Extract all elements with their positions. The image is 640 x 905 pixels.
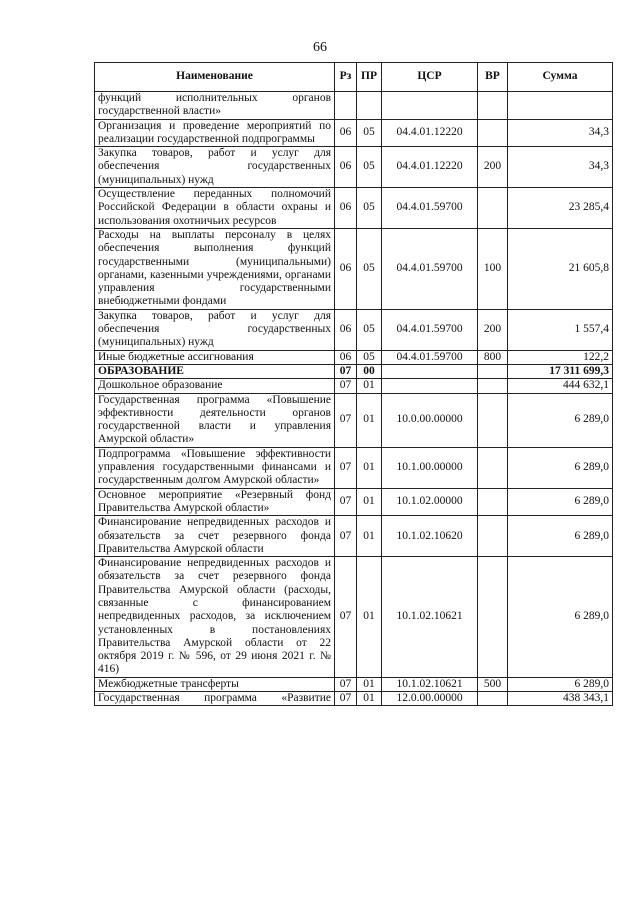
cell-vr: 500: [478, 677, 508, 691]
cell-pr: 05: [357, 147, 382, 188]
cell-rz: 07: [335, 393, 357, 447]
cell-pr: [357, 92, 382, 120]
cell-vr: [478, 516, 508, 557]
cell-rz: 07: [335, 516, 357, 557]
cell-name: Основное мероприятие «Резервный фонд Правительства Амурской области»: [95, 488, 335, 516]
cell-pr: 01: [357, 393, 382, 447]
cell-csr: 12.0.00.00000: [382, 692, 478, 706]
table-row: [95, 228, 613, 309]
table-row: [95, 692, 613, 706]
cell-csr: 04.4.01.59700: [382, 188, 478, 229]
table-header-row: [95, 63, 613, 92]
cell-pr: 01: [357, 488, 382, 516]
cell-csr: 10.1.02.10621: [382, 557, 478, 678]
cell-csr: 04.4.01.59700: [382, 350, 478, 364]
header-vr: ВР: [478, 63, 508, 92]
cell-sum: 17 311 699,3: [508, 364, 613, 378]
cell-vr: [478, 188, 508, 229]
cell-pr: 01: [357, 516, 382, 557]
cell-pr: 01: [357, 557, 382, 678]
cell-sum: 6 289,0: [508, 677, 613, 691]
cell-rz: 06: [335, 309, 357, 350]
table-row: [95, 309, 613, 350]
cell-name: Подпрограмма «Повышение эффективности управления государственными финансами и государственным долгом Амурской области»: [95, 447, 335, 488]
cell-rz: 06: [335, 188, 357, 229]
cell-sum: [508, 92, 613, 120]
cell-sum: 6 289,0: [508, 557, 613, 678]
cell-vr: [478, 364, 508, 378]
cell-sum: 6 289,0: [508, 447, 613, 488]
cell-sum: 122,2: [508, 350, 613, 364]
cell-rz: 07: [335, 488, 357, 516]
cell-vr: 800: [478, 350, 508, 364]
cell-sum: 1 557,4: [508, 309, 613, 350]
header-name: Наименование: [95, 63, 335, 92]
cell-vr: [478, 692, 508, 706]
cell-pr: 01: [357, 692, 382, 706]
header-csr: ЦСР: [382, 63, 478, 92]
cell-name: Закупка товаров, работ и услуг для обеспечения государственных (муниципальных) нужд: [95, 147, 335, 188]
cell-rz: 06: [335, 147, 357, 188]
cell-vr: [478, 119, 508, 147]
cell-csr: 04.4.01.59700: [382, 309, 478, 350]
table-row: [95, 557, 613, 678]
cell-sum: 6 289,0: [508, 393, 613, 447]
cell-pr: 05: [357, 119, 382, 147]
cell-name: Государственная программа «Развитие: [95, 692, 335, 706]
table-row: [95, 516, 613, 557]
cell-name: Осуществление переданных полномочий Российской Федерации в области охраны и использования охотничьих ресурсов: [95, 188, 335, 229]
table-row: [95, 677, 613, 691]
cell-sum: 34,3: [508, 147, 613, 188]
cell-rz: 07: [335, 379, 357, 393]
table-row: [95, 488, 613, 516]
cell-csr: 10.1.00.00000: [382, 447, 478, 488]
cell-name: Организация и проведение мероприятий по реализации государственной подпрограммы: [95, 119, 335, 147]
cell-name: Финансирование непредвиденных расходов и обязательств за счет резервного фонда Правительства Амурской области (расходы, связанные с финансированием непредвиденных расходов, за исключением установленных в постановлениях Правительства Амурской области от 22 октября 2019 г. № 596, от 29 июня 2021 г. № 416): [95, 557, 335, 678]
cell-name: ОБРАЗОВАНИЕ: [95, 364, 335, 378]
cell-sum: 23 285,4: [508, 188, 613, 229]
cell-name: функций исполнительных органов государственной власти»: [95, 92, 335, 120]
cell-sum: 438 343,1: [508, 692, 613, 706]
cell-vr: [478, 488, 508, 516]
cell-rz: 07: [335, 557, 357, 678]
cell-rz: [335, 92, 357, 120]
cell-sum: 444 632,1: [508, 379, 613, 393]
cell-sum: 6 289,0: [508, 488, 613, 516]
cell-rz: 06: [335, 228, 357, 309]
header-pr: ПР: [357, 63, 382, 92]
cell-vr: 100: [478, 228, 508, 309]
page-number: 66: [313, 40, 327, 55]
cell-csr: [382, 364, 478, 378]
cell-pr: 01: [357, 677, 382, 691]
table-row: [95, 393, 613, 447]
cell-pr: 01: [357, 379, 382, 393]
table-row: [95, 379, 613, 393]
cell-vr: [478, 393, 508, 447]
cell-csr: [382, 379, 478, 393]
cell-csr: 04.4.01.59700: [382, 228, 478, 309]
cell-vr: [478, 557, 508, 678]
cell-pr: 05: [357, 188, 382, 229]
table-row: [95, 350, 613, 364]
table-row: [95, 364, 613, 378]
cell-rz: 06: [335, 350, 357, 364]
cell-vr: 200: [478, 309, 508, 350]
table-row: [95, 447, 613, 488]
cell-name: Государственная программа «Повышение эффективности деятельности органов государственной власти и управления Амурской области»: [95, 393, 335, 447]
budget-table: [94, 62, 613, 706]
cell-rz: 07: [335, 677, 357, 691]
header-rz: Рз: [335, 63, 357, 92]
cell-rz: 06: [335, 119, 357, 147]
cell-vr: [478, 92, 508, 120]
cell-csr: 04.4.01.12220: [382, 119, 478, 147]
cell-name: Иные бюджетные ассигнования: [95, 350, 335, 364]
cell-csr: 10.1.02.00000: [382, 488, 478, 516]
cell-sum: 6 289,0: [508, 516, 613, 557]
header-sum: Сумма: [508, 63, 613, 92]
cell-name: Расходы на выплаты персоналу в целях обеспечения выполнения функций государственными (муниципальными) органами, казенными учреждениями, органами управления государственными внебюджетными фондами: [95, 228, 335, 309]
cell-rz: 07: [335, 692, 357, 706]
cell-csr: 04.4.01.12220: [382, 147, 478, 188]
cell-csr: [382, 92, 478, 120]
cell-name: Дошкольное образование: [95, 379, 335, 393]
cell-sum: 34,3: [508, 119, 613, 147]
table-row: [95, 119, 613, 147]
cell-name: Финансирование непредвиденных расходов и обязательств за счет резервного фонда Правительства Амурской области: [95, 516, 335, 557]
cell-rz: 07: [335, 364, 357, 378]
cell-csr: 10.1.02.10621: [382, 677, 478, 691]
table-body: [95, 92, 613, 706]
table-row: [95, 92, 613, 120]
cell-pr: 05: [357, 228, 382, 309]
cell-pr: 00: [357, 364, 382, 378]
table-row: [95, 147, 613, 188]
cell-pr: 05: [357, 309, 382, 350]
cell-name: Межбюджетные трансферты: [95, 677, 335, 691]
cell-name: Закупка товаров, работ и услуг для обеспечения государственных (муниципальных) нужд: [95, 309, 335, 350]
cell-pr: 05: [357, 350, 382, 364]
cell-csr: 10.0.00.00000: [382, 393, 478, 447]
cell-rz: 07: [335, 447, 357, 488]
cell-sum: 21 605,8: [508, 228, 613, 309]
cell-vr: 200: [478, 147, 508, 188]
cell-vr: [478, 379, 508, 393]
table-row: [95, 188, 613, 229]
cell-pr: 01: [357, 447, 382, 488]
cell-vr: [478, 447, 508, 488]
cell-csr: 10.1.02.10620: [382, 516, 478, 557]
